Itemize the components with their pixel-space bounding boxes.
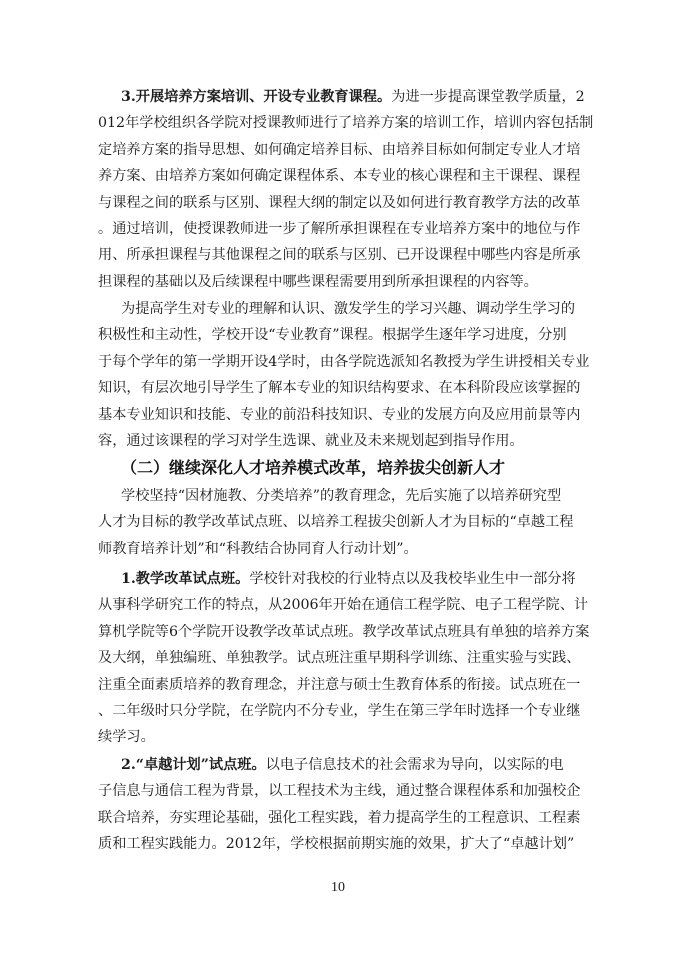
text-line: 用、所承担课程与其他课程之间的联系与区别、已开设课程中哪些内容是所承 xyxy=(98,247,581,264)
paragraph-training-and-courses xyxy=(98,84,594,295)
paragraph-excellence-plan-class xyxy=(98,752,581,858)
text-line: 。通过培训，使授课教师进一步了解所承担课程在专业培养方案中的地位与作 xyxy=(98,220,581,237)
text-line xyxy=(98,84,585,110)
text-line: 质和工程实践能力。2012年，学校根据前期实施的效果，扩大了“卓越计划” xyxy=(98,836,575,853)
text-line xyxy=(98,566,574,592)
text-line: 算机学院等6个学院开设教学改革试点班。教学改革试点班具有单独的培养方案 xyxy=(98,623,590,640)
paragraph-lead: 3.开展培养方案培训、开设专业教育课程。 xyxy=(121,89,392,105)
text-line: 注重全面素质培养的教育理念，并注意与硕士生教育体系的衔接。试点班在一 xyxy=(98,676,581,693)
text-line: 从事科学研究工作的特点，从2006年开始在通信工程学院、电子工程学院、计 xyxy=(98,597,589,614)
text-line: 担课程的基础以及后续课程中哪些课程需要用到所承担课程的内容等。 xyxy=(98,273,538,290)
text-line: 续学习。 xyxy=(98,729,155,746)
text-line: 积极性和主动性，学校开设“专业教育”课程。根据学生逐年学习进度，分别 xyxy=(98,327,567,344)
paragraph-lead: 1.教学改革试点班。 xyxy=(121,571,250,587)
text-line: 联合培养，夯实理论基础，强化工程实践，着力提高学生的工程意识、工程素 xyxy=(98,809,581,826)
text-line: 于每个学年的第一学期开设4学时，由各学院选派知名教授为学生讲授相关专业 xyxy=(98,353,590,370)
paragraph-lead: 2.“卓越计划”试点班。 xyxy=(121,757,266,773)
text-span: 以电子信息技术的社会需求为导向，以实际的电 xyxy=(265,757,564,773)
section-heading: （二）继续深化人才培养模式改革，培养拔尖创新人才 xyxy=(121,458,506,477)
text-span: 为进一步提高课堂教学质量，2 xyxy=(391,89,585,105)
text-line: 与课程之间的联系与区别、课程大纲的制定以及如何进行教育教学方法的改革 xyxy=(98,194,581,211)
text-line: 及大纲，单独编班、单独教学。试点班注重早期科学训练、注重实验与实践、 xyxy=(98,650,581,667)
paragraph-education-concept xyxy=(98,483,574,562)
text-line: 师教育培养计划”和“科教结合协同育人行动计划”。 xyxy=(98,540,418,557)
text-line: 定培养方案的指导思想、如何确定培养目标、由培养目标如何制定专业人才培 xyxy=(98,141,581,158)
text-line: 容，通过该课程的学习对学生选课、就业及未来规划起到指导作用。 xyxy=(98,432,524,449)
text-line: 、二年级时只分学院，在学院内不分专业，学生在第三学年时选择一个专业继 xyxy=(98,702,581,719)
text-line: 子信息与通信工程为背景，以工程技术为主线，通过整合课程体系和加强校企 xyxy=(98,783,581,800)
text-line: 012年学校组织各学院对授课教师进行了培养方案的培训工作，培训内容包括制 xyxy=(98,115,594,132)
text-line: 知识，有层次地引导学生了解本专业的知识结构要求、在本科阶段应该掌握的 xyxy=(98,380,581,397)
text-line: 学校坚持“因材施教、分类培养”的教育理念，先后实施了以培养研究型 xyxy=(121,488,562,504)
text-line: 为提高学生对专业的理解和认识、激发学生的学习兴趣、调动学生学习的 xyxy=(121,301,576,317)
text-span: 学校针对我校的行业特点以及我校毕业生中一部分将 xyxy=(249,571,576,587)
paragraph-professional-education xyxy=(98,296,590,454)
text-line: 基本专业知识和技能、专业的前沿科技知识、专业的发展方向及应用前景等内 xyxy=(98,406,581,423)
text-line: 人才为目标的教学改革试点班、以培养工程拔尖创新人才为目标的“卓越工程 xyxy=(98,514,574,531)
page-number: 10 xyxy=(331,880,345,895)
text-line: 养方案、由培养方案如何确定课程体系、本专业的核心课程和主干课程、课程 xyxy=(98,168,581,185)
paragraph-reform-pilot-class xyxy=(98,566,590,751)
text-line xyxy=(98,752,574,778)
